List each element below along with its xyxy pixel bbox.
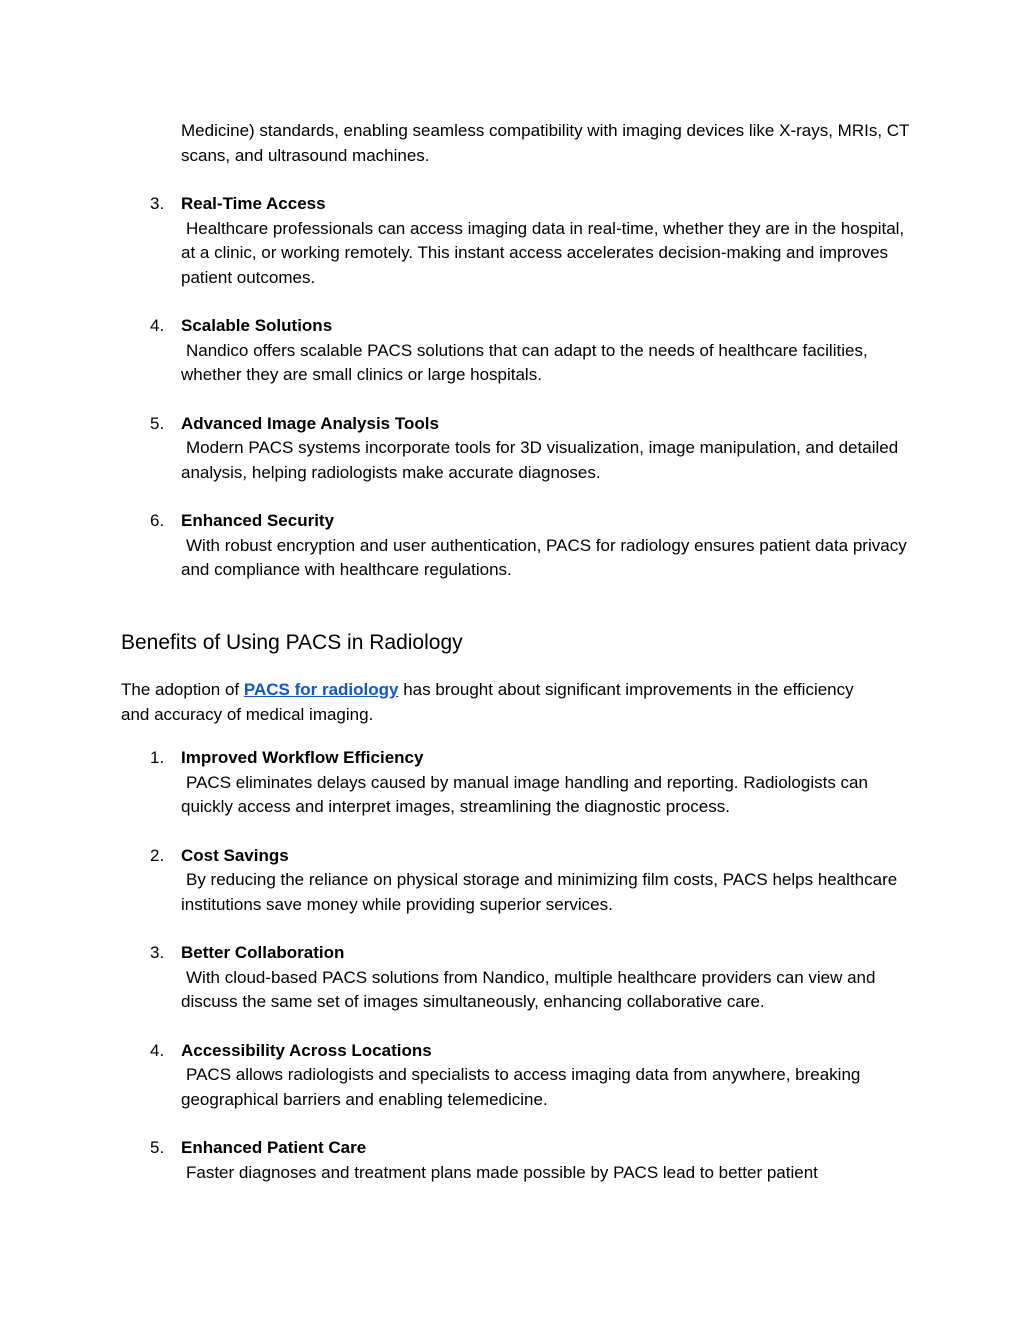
list-item [0,1039,911,1113]
list-item-title: Real-Time Access [181,194,326,213]
list-item [0,192,911,290]
list-number: 1. [150,748,165,767]
benefits-list [0,746,1024,1209]
list-item-description: PACS eliminates delays caused by manual image handling and reporting. Radiologists can quickly access and interpret images, streamlining the diagnostic process. [181,772,868,816]
list-item-title: Advanced Image Analysis Tools [181,413,439,433]
list-number: 4. [150,1040,165,1060]
pacs-for-radiology-link[interactable]: PACS for radiology [243,680,399,699]
list-number: 3. [150,943,165,962]
list-item-title: Better Collaboration [181,943,345,962]
list-number: 6. [150,511,165,530]
list-number: 5. [150,1138,165,1157]
list-item-title: Cost Savings [181,845,289,865]
list-item [0,941,911,1015]
list-item-title: Scalable Solutions [181,316,333,335]
list-item-title: Enhanced Security [181,511,335,530]
list-item [0,509,911,583]
list-item-description: Modern PACS systems incorporate tools for 3D visualization, image manipulation, and detailed analysis, helping radiologists make accurate diagnoses. [181,438,899,482]
section-heading: Benefits of Using PACS in Radiology [121,631,463,654]
list-item-title: Enhanced Patient Care [181,1138,367,1157]
list-item [0,844,911,918]
list-item-title: Improved Workflow Efficiency [181,748,424,767]
intro-text-before: The adoption of [121,680,244,699]
list-number: 3. [150,194,165,213]
list-item-description: With robust encryption and user authentication, PACS for radiology ensures patient data privacy and compliance with healthcare regulations. [181,535,907,579]
list-item [0,1136,911,1185]
list-item [0,412,911,486]
list-item-description: With cloud-based PACS solutions from Nandico, multiple healthcare providers can view and discuss the same set of images simultaneously, enhancing collaborative care. [181,967,876,1011]
list-item [0,746,911,820]
list-number: 4. [150,316,165,335]
list-item-description: Healthcare professionals can access imaging data in real-time, whether they are in the hospital, at a clinic, or working remotely. This instant access accelerates decision-making and improves patient outcomes. [181,218,905,287]
intro-text-after: has brought about significant improvements in the efficiency and accuracy of medical imaging. [121,680,854,724]
list-item [0,314,911,388]
continuation-paragraph: Medicine) standards, enabling seamless compatibility with imaging devices like X-rays, MRIs, CT scans, and ultrasound machines. [181,121,910,165]
features-list [0,192,1024,607]
list-item-description: By reducing the reliance on physical storage and minimizing film costs, PACS helps healthcare institutions save money while providing superior services. [181,870,898,914]
list-item-description: PACS allows radiologists and specialists to access imaging data from anywhere, breaking geographical barriers and enabling telemedicine. [181,1065,861,1109]
list-item-description: Nandico offers scalable PACS solutions that can adapt to the needs of healthcare facilities, whether they are small clinics or large hospitals. [181,340,868,384]
list-item-title: Accessibility Across Locations [181,1040,432,1060]
intro-paragraph [121,678,881,727]
list-number: 5. [150,413,165,433]
list-item-description: Faster diagnoses and treatment plans made possible by PACS lead to better patient [186,1162,818,1182]
list-number: 2. [150,845,165,865]
